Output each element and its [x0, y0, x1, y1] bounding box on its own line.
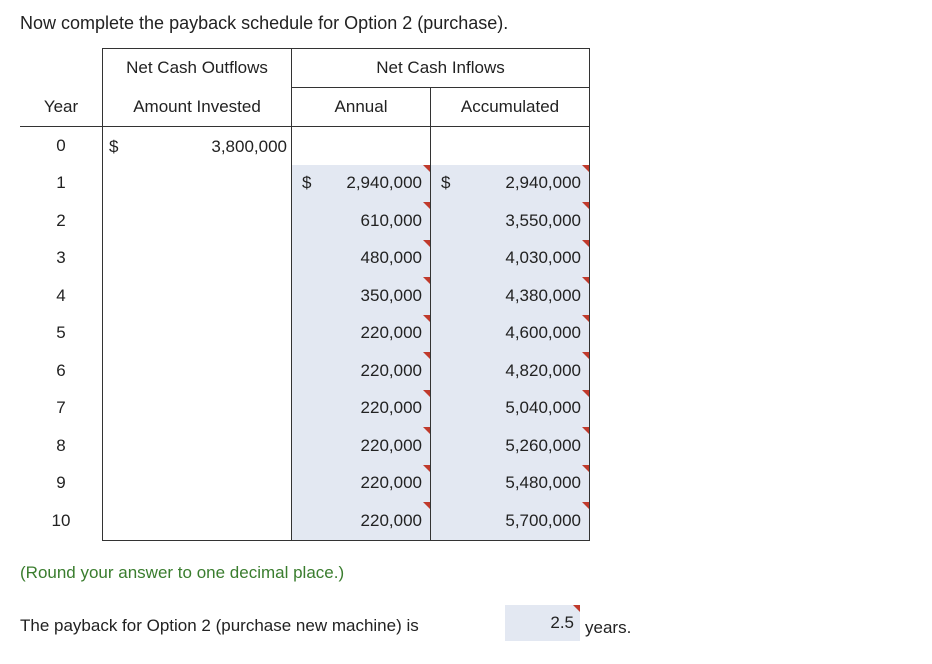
- annual-value: 610,000: [360, 210, 422, 230]
- table-row: [20, 202, 590, 240]
- feedback-flag-icon: [423, 277, 430, 284]
- currency-symbol: $: [441, 173, 451, 193]
- accumulated-value: 5,700,000: [505, 510, 581, 530]
- accumulated-input[interactable]: [431, 165, 590, 203]
- annual-input[interactable]: [292, 427, 431, 465]
- annual-value: 220,000: [360, 435, 422, 455]
- accumulated-input[interactable]: [431, 315, 590, 353]
- annual-value: 220,000: [360, 398, 422, 418]
- accumulated-input[interactable]: [431, 202, 590, 240]
- accumulated-input[interactable]: [431, 352, 590, 390]
- year-cell: 4: [56, 285, 66, 305]
- table-row: [20, 465, 590, 503]
- year-cell: 9: [56, 473, 66, 493]
- annual-value: 2,940,000: [346, 173, 422, 193]
- table-row: [20, 390, 590, 428]
- table-row: [20, 315, 590, 353]
- accumulated-value: 5,260,000: [505, 435, 581, 455]
- feedback-flag-icon: [582, 352, 589, 359]
- annual-value: 220,000: [360, 510, 422, 530]
- table-row: [20, 427, 590, 465]
- table-row: [20, 240, 590, 278]
- annual-input[interactable]: [292, 390, 431, 428]
- feedback-flag-icon: [573, 605, 580, 612]
- accumulated-value: 4,030,000: [505, 248, 581, 268]
- currency-symbol: $: [109, 136, 119, 156]
- accumulated-value: 4,820,000: [505, 360, 581, 380]
- amount-invested-cell: [103, 202, 292, 240]
- annual-input[interactable]: [292, 202, 431, 240]
- annual-value: 220,000: [360, 323, 422, 343]
- year-cell: 5: [56, 323, 66, 343]
- annual-value: 220,000: [360, 473, 422, 493]
- header-annual: Annual: [292, 88, 431, 127]
- accumulated-input[interactable]: [431, 502, 590, 540]
- header-net-cash-inflows: Net Cash Inflows: [292, 49, 590, 88]
- annual-value: 220,000: [360, 360, 422, 380]
- feedback-flag-icon: [582, 427, 589, 434]
- amount-invested-cell: [103, 390, 292, 428]
- annual-input[interactable]: [292, 502, 431, 540]
- annual-value: 480,000: [360, 248, 422, 268]
- feedback-flag-icon: [423, 502, 430, 509]
- payback-question: The payback for Option 2 (purchase new machine) is: [20, 616, 419, 635]
- amount-invested-value: 3,800,000: [211, 136, 287, 156]
- payback-unit: years.: [585, 618, 632, 637]
- table-row: [20, 277, 590, 315]
- header-year: Year: [20, 88, 103, 127]
- feedback-flag-icon: [582, 240, 589, 247]
- accumulated-input[interactable]: [431, 427, 590, 465]
- year-cell: 7: [56, 398, 66, 418]
- feedback-flag-icon: [582, 390, 589, 397]
- rounding-note: (Round your answer to one decimal place.): [20, 563, 345, 582]
- year-cell: 1: [56, 173, 66, 193]
- table-row: [20, 165, 590, 203]
- amount-invested-cell: [103, 165, 292, 203]
- accumulated-input[interactable]: [431, 465, 590, 503]
- amount-invested-cell: [103, 465, 292, 503]
- accumulated-input[interactable]: [431, 277, 590, 315]
- feedback-flag-icon: [582, 465, 589, 472]
- feedback-flag-icon: [423, 427, 430, 434]
- amount-invested-cell: [103, 277, 292, 315]
- amount-invested-cell: [103, 352, 292, 390]
- year-cell: 8: [56, 435, 66, 455]
- payback-answer-input[interactable]: [505, 605, 580, 641]
- accumulated-value: 2,940,000: [505, 173, 581, 193]
- accumulated-value: 4,600,000: [505, 323, 581, 343]
- annual-value: 350,000: [360, 285, 422, 305]
- payback-answer-value: 2.5: [550, 613, 574, 632]
- accumulated-value: 4,380,000: [505, 285, 581, 305]
- annual-input[interactable]: [292, 352, 431, 390]
- annual-input[interactable]: [292, 240, 431, 278]
- header-accumulated: Accumulated: [431, 88, 590, 127]
- feedback-flag-icon: [582, 315, 589, 322]
- accumulated-input[interactable]: [431, 240, 590, 278]
- feedback-flag-icon: [423, 390, 430, 397]
- table-row: [20, 352, 590, 390]
- year-cell: 10: [51, 511, 71, 530]
- accumulated-value: 5,480,000: [505, 473, 581, 493]
- header-net-cash-outflows: Net Cash Outflows: [103, 49, 292, 88]
- amount-invested-cell: [103, 502, 292, 540]
- payback-schedule-table: [20, 48, 590, 541]
- feedback-flag-icon: [423, 465, 430, 472]
- feedback-flag-icon: [423, 202, 430, 209]
- currency-symbol: $: [302, 173, 312, 193]
- amount-invested-cell: [103, 315, 292, 353]
- annual-input[interactable]: [292, 315, 431, 353]
- instruction-text: Now complete the payback schedule for Option 2 (purchase).: [20, 13, 509, 33]
- feedback-flag-icon: [423, 165, 430, 172]
- annual-input[interactable]: [292, 165, 431, 203]
- annual-input[interactable]: [292, 277, 431, 315]
- amount-invested-cell: [103, 427, 292, 465]
- amount-invested-cell: [103, 127, 292, 165]
- feedback-flag-icon: [423, 240, 430, 247]
- feedback-flag-icon: [423, 352, 430, 359]
- feedback-flag-icon: [582, 502, 589, 509]
- feedback-flag-icon: [423, 315, 430, 322]
- accumulated-value: 3,550,000: [505, 210, 581, 230]
- annual-input[interactable]: [292, 465, 431, 503]
- accumulated-value: 5,040,000: [505, 398, 581, 418]
- year-cell: 0: [56, 135, 66, 155]
- table-row-year-0: [20, 127, 590, 165]
- year-cell: 6: [56, 360, 66, 380]
- header-amount-invested: Amount Invested: [103, 88, 292, 127]
- year-cell: 3: [56, 248, 66, 268]
- table-row: [20, 502, 590, 540]
- year-cell: 2: [56, 210, 66, 230]
- accumulated-input[interactable]: [431, 390, 590, 428]
- amount-invested-cell: [103, 240, 292, 278]
- feedback-flag-icon: [582, 165, 589, 172]
- feedback-flag-icon: [582, 202, 589, 209]
- feedback-flag-icon: [582, 277, 589, 284]
